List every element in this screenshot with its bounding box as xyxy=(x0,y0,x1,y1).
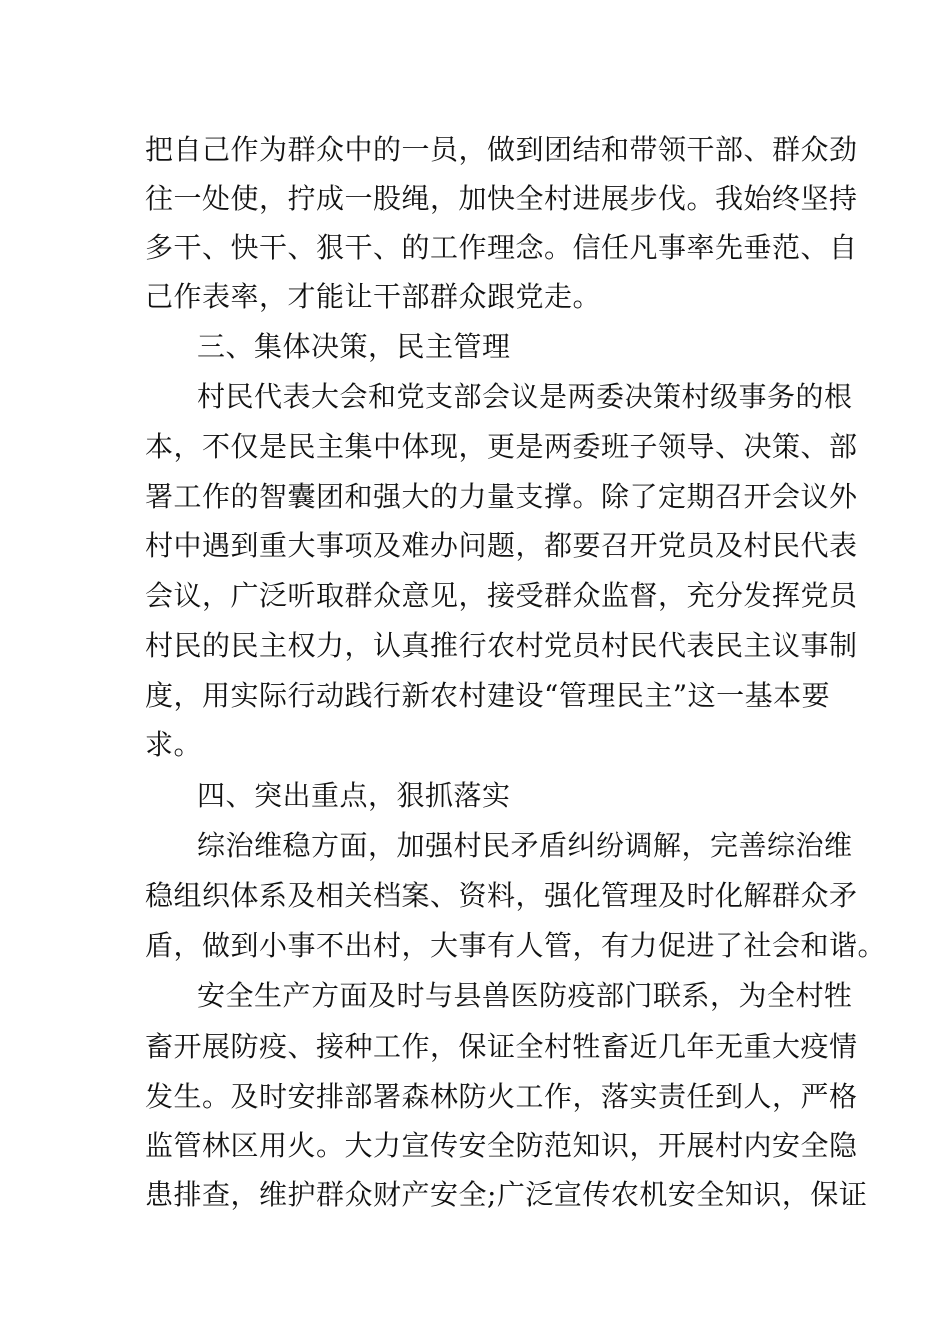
text-line: 畜开展防疫、接种工作，保证全村牲畜近几年无重大疫情 xyxy=(145,1030,858,1063)
text-line: 村中遇到重大事项及难办问题，都要召开党员及村民代表 xyxy=(145,529,858,562)
section-heading: 四、突出重点，狠抓落实 xyxy=(197,779,511,812)
text-line: 安全生产方面及时与县兽医防疫部门联系，为全村牲 xyxy=(197,979,853,1012)
text-line: 村民的民主权力，认真推行农村党员村民代表民主议事制 xyxy=(145,629,858,662)
text-line: 度，用实际行动践行新农村建设“管理民主”这一基本要 xyxy=(145,679,831,712)
text-line: 本，不仅是民主集中体现，更是两委班子领导、决策、部 xyxy=(145,430,858,463)
text-line: 署工作的智囊团和强大的力量支撑。除了定期召开会议外 xyxy=(145,480,858,513)
text-line: 患排查，维护群众财产安全;广泛宣传农机安全知识，保证 xyxy=(145,1178,868,1211)
text-line: 村民代表大会和党支部会议是两委决策村级事务的根 xyxy=(197,380,853,413)
text-line: 会议，广泛听取群众意见，接受群众监督，充分发挥党员 xyxy=(145,579,858,612)
text-line: 己作表率，才能让干部群众跟党走。 xyxy=(145,280,602,313)
text-line: 发生。及时安排部署森林防火工作，落实责任到人，严格 xyxy=(145,1080,858,1113)
text-line: 盾，做到小事不出村，大事有人管，有力促进了社会和谐。 xyxy=(145,929,887,962)
text-line: 把自己作为群众中的一员，做到团结和带领干部、群众劲 xyxy=(145,133,858,166)
section-heading: 三、集体决策，民主管理 xyxy=(197,330,511,363)
text-line: 求。 xyxy=(145,728,203,761)
text-line: 往一处使，拧成一股绳，加快全村进展步伐。我始终坚持 xyxy=(145,182,858,215)
text-line: 监管林区用火。大力宣传安全防范知识，开展村内安全隐 xyxy=(145,1129,858,1162)
text-line: 稳组织体系及相关档案、资料，强化管理及时化解群众矛 xyxy=(145,879,858,912)
text-line: 多干、快干、狠干、的工作理念。信任凡事率先垂范、自 xyxy=(145,231,858,264)
text-line: 综治维稳方面，加强村民矛盾纠纷调解，完善综治维 xyxy=(197,829,853,862)
